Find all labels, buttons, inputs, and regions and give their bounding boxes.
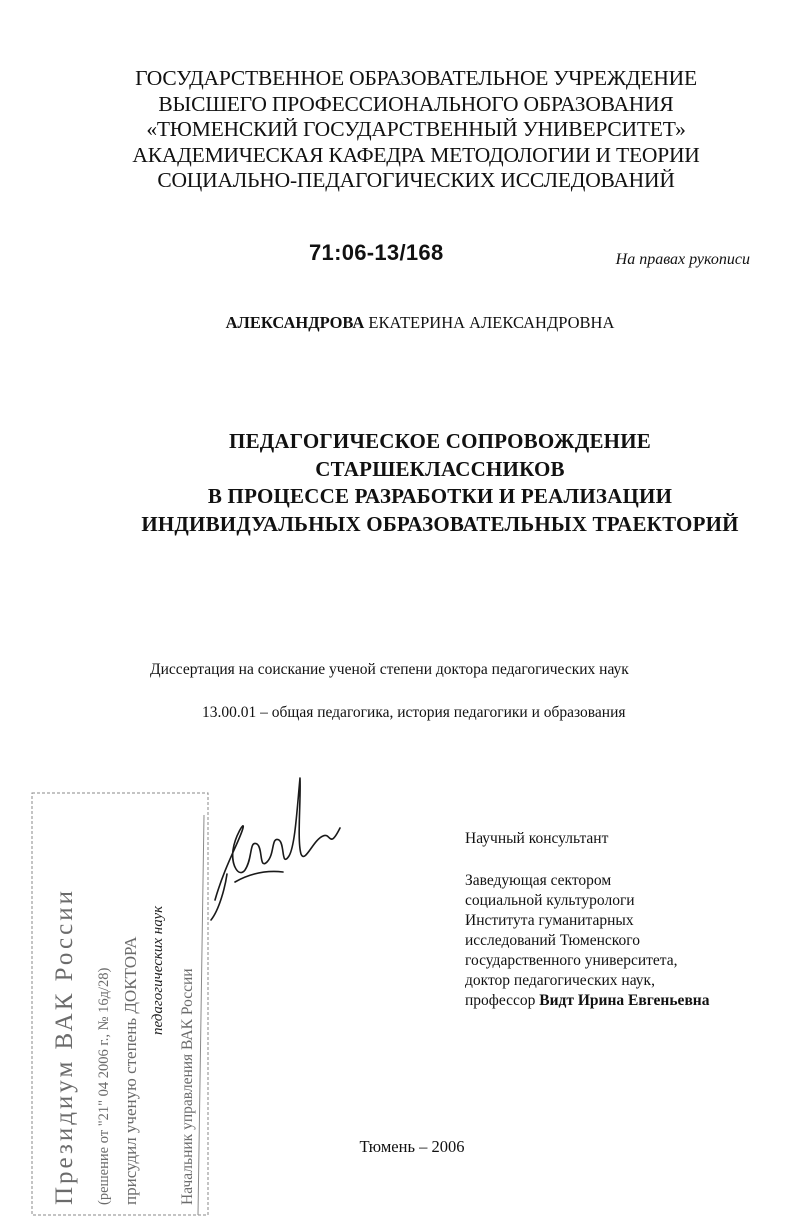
stamp-line-presidium: Президиум ВАК России bbox=[51, 888, 78, 1205]
consultant-title: профессор bbox=[465, 992, 536, 1009]
institution-line: ГОСУДАРСТВЕННОЕ ОБРАЗОВАТЕЛЬНОЕ УЧРЕЖДЕНИЕ bbox=[135, 66, 697, 90]
consultant-line: государственного университета, bbox=[465, 952, 678, 969]
department-line: АКАДЕМИЧЕСКАЯ КАФЕДРА МЕТОДОЛОГИИ И ТЕОРИИ bbox=[132, 142, 700, 167]
city-year: Тюмень – 2006 bbox=[359, 1137, 465, 1156]
institution-header bbox=[60, 66, 772, 194]
consultant-line: социальной культурологи bbox=[465, 892, 635, 909]
consultant-line: Института гуманитарных bbox=[465, 912, 634, 929]
consultant-heading: Научный консультант bbox=[465, 830, 609, 847]
rights-note: На правах рукописи bbox=[615, 251, 750, 268]
title-line: СТАРШЕКЛАССНИКОВ bbox=[315, 456, 565, 481]
author-name bbox=[0, 313, 799, 333]
institution-line: ВЫСШЕГО ПРОФЕССИОНАЛЬНОГО ОБРАЗОВАНИЯ bbox=[158, 91, 674, 116]
author-surname: АЛЕКСАНДРОВА bbox=[225, 313, 365, 332]
consultant-block bbox=[465, 829, 785, 1011]
consultant-line: доктор педагогических наук, bbox=[465, 972, 655, 989]
title-line: В ПРОЦЕССЕ РАЗРАБОТКИ И РЕАЛИЗАЦИИ bbox=[207, 484, 673, 508]
stamp-line-awarded: присудил ученую степень ДОКТОРА bbox=[121, 936, 140, 1205]
consultant-name: Видт Ирина Евгеньевна bbox=[539, 992, 710, 1009]
title-line: ПЕДАГОГИЧЕСКОЕ СОПРОВОЖДЕНИЕ bbox=[229, 429, 651, 453]
signature-scribble bbox=[205, 770, 345, 930]
degree-statement: Диссертация на соискание ученой степени доктора педагогических наук bbox=[150, 661, 629, 678]
dissertation-title bbox=[70, 428, 799, 538]
consultant-line: Заведующая сектором bbox=[465, 872, 612, 889]
department-line: СОЦИАЛЬНО-ПЕДАГОГИЧЕСКИХ ИССЛЕДОВАНИЙ bbox=[157, 168, 675, 192]
stamp-line-head: Начальник управления ВАК России bbox=[179, 968, 196, 1205]
title-line: ИНДИВИДУАЛЬНЫХ ОБРАЗОВАТЕЛЬНЫХ ТРАЕКТОРИЙ bbox=[141, 511, 739, 536]
consultant-line: исследований Тюменского bbox=[465, 932, 641, 949]
stamp-line-field: педагогических наук bbox=[150, 905, 166, 1035]
consultant-name-line bbox=[465, 991, 785, 1011]
institution-line: «ТЮМЕНСКИЙ ГОСУДАРСТВЕННЫЙ УНИВЕРСИТЕТ» bbox=[146, 117, 686, 141]
specialty: 13.00.01 – общая педагогика, история педагогики и образования bbox=[202, 704, 626, 721]
stamp-line-decision: (решение от "21" 04 2006 г., № 16д/28) bbox=[96, 967, 112, 1205]
author-given-names: ЕКАТЕРИНА АЛЕКСАНДРОВНА bbox=[368, 313, 615, 332]
catalog-code: 71:06-13/168 bbox=[309, 240, 444, 265]
